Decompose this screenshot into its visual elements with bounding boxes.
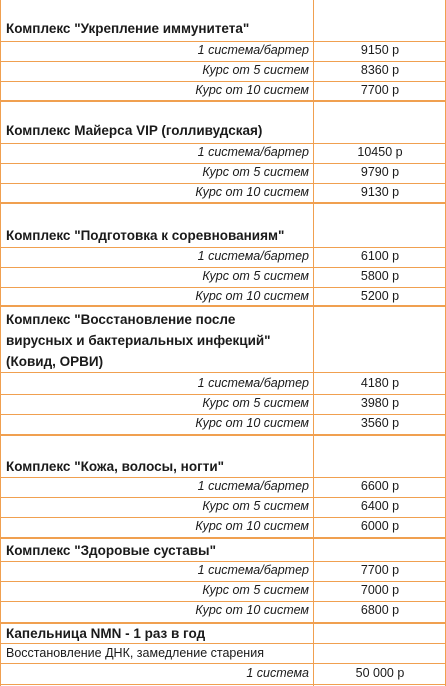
tariff-label: Курс от 10 систем <box>195 416 309 430</box>
tariff-label: 1 система/бартер <box>197 43 309 57</box>
tariff-label: 1 система/бартер <box>197 145 309 159</box>
tariff-price: 50 000 р <box>355 666 405 680</box>
tariff-label: Курс от 5 систем <box>202 583 309 597</box>
grid-line-left <box>0 0 1 686</box>
tariff-price: 9790 р <box>360 165 400 179</box>
complex-title: Комплекс "Укрепление иммунитета" <box>6 21 250 36</box>
tariff-label: 1 система/бартер <box>197 479 309 493</box>
tariff-label: Курс от 10 систем <box>195 289 309 303</box>
dropper-description: Восстановление ДНК, замедление старения <box>6 646 264 660</box>
section-divider <box>0 537 446 539</box>
tariff-label: Курс от 5 систем <box>202 63 309 77</box>
tariff-price: 8360 р <box>360 63 400 77</box>
complex-title: Комплекс "Здоровые суставы" <box>6 543 216 558</box>
tariff-label: Курс от 5 систем <box>202 269 309 283</box>
tariff-price: 7000 р <box>360 583 400 597</box>
tariff-label: Курс от 10 систем <box>195 603 309 617</box>
tariff-price: 9150 р <box>360 43 400 57</box>
complex-title-line: (Ковид, ОРВИ) <box>6 354 104 369</box>
tariff-price: 6100 р <box>360 249 400 263</box>
row-line <box>0 684 446 685</box>
section-divider <box>0 100 446 102</box>
complex-title: Комплекс Майерса VIP (голливудская) <box>6 123 263 138</box>
dropper-title: Капельница NMN - 1 раз в год <box>6 626 206 641</box>
tariff-price: 9130 р <box>360 185 400 199</box>
complex-title-line: вирусных и бактериальных инфекций" <box>6 333 271 348</box>
tariff-label: Курс от 5 систем <box>202 499 309 513</box>
tariff-label: 1 система/бартер <box>197 376 309 390</box>
tariff-label: Курс от 10 систем <box>195 185 309 199</box>
tariff-label: 1 система <box>246 666 309 680</box>
tariff-label: 1 система/бартер <box>197 249 309 263</box>
tariff-price: 3560 р <box>360 416 400 430</box>
tariff-price: 6000 р <box>360 519 400 533</box>
tariff-label: 1 система/бартер <box>197 563 309 577</box>
tariff-price: 5200 р <box>360 289 400 303</box>
tariff-price: 10450 р <box>357 145 403 159</box>
tariff-label: Курс от 10 систем <box>195 83 309 97</box>
complex-title: Комплекс "Подготовка к соревнованиям" <box>6 228 285 243</box>
tariff-price: 5800 р <box>360 269 400 283</box>
tariff-price: 3980 р <box>360 396 400 410</box>
complex-title: Комплекс "Кожа, волосы, ногти" <box>6 459 225 474</box>
complex-title-line: Комплекс "Восстановление после <box>6 312 236 327</box>
section-divider <box>0 434 446 436</box>
tariff-price: 6400 р <box>360 499 400 513</box>
tariff-price: 7700 р <box>360 563 400 577</box>
row-line <box>0 372 446 373</box>
tariff-label: Курс от 10 систем <box>195 519 309 533</box>
tariff-price: 6800 р <box>360 603 400 617</box>
tariff-price: 4180 р <box>360 376 400 390</box>
section-divider <box>0 202 446 204</box>
tariff-label: Курс от 5 систем <box>202 165 309 179</box>
tariff-price: 7700 р <box>360 83 400 97</box>
tariff-label: Курс от 5 систем <box>202 396 309 410</box>
tariff-price: 6600 р <box>360 479 400 493</box>
